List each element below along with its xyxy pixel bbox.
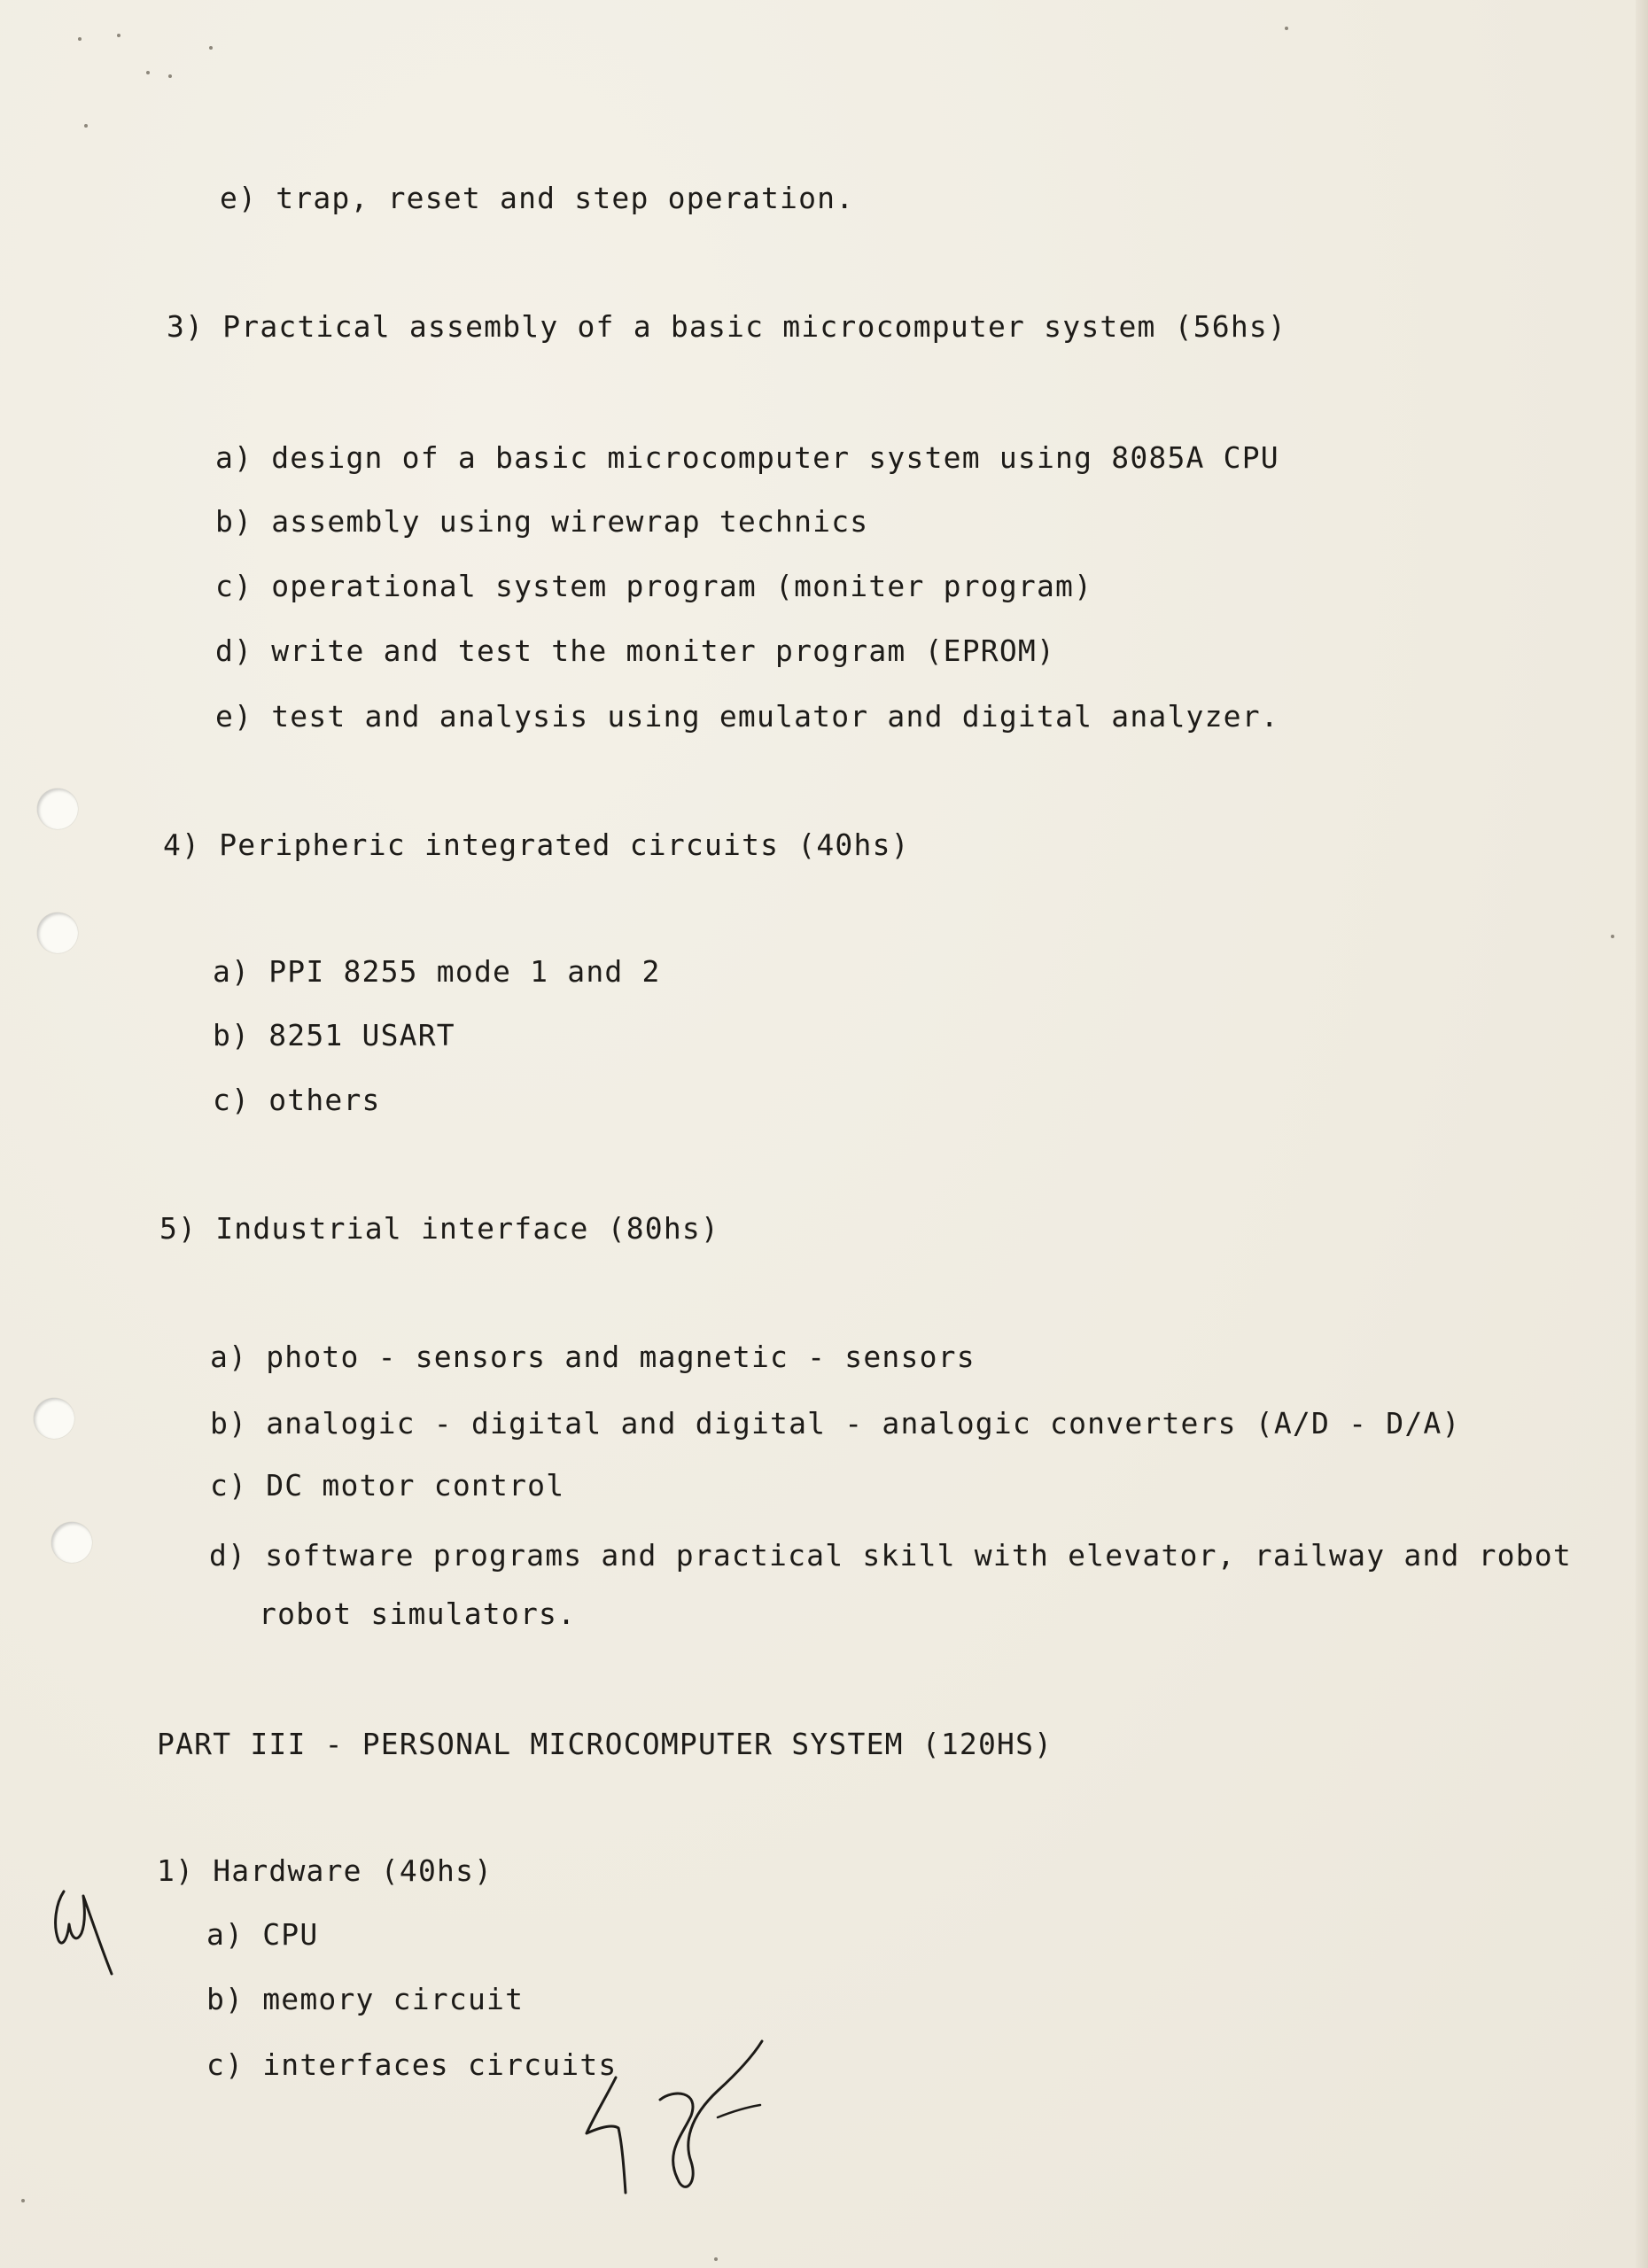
text-line: a) PPI 8255 mode 1 and 2 [213,954,661,989]
text-line: b) memory circuit [206,1982,525,2016]
paper-speck [21,2199,25,2202]
text-line: a) design of a basic microcomputer system using 8085A CPU [215,440,1279,475]
paper-speck [714,2257,718,2261]
text-line: robot simulators. [259,1596,577,1631]
handwritten-signature [576,2029,780,2206]
text-line: a) photo - sensors and magnetic - sensors [210,1340,976,1374]
text-line: d) write and test the moniter program (EPROM) [215,633,1056,668]
section-heading: 3) Practical assembly of a basic microcomputer system (56hs) [167,309,1287,344]
paper-speck [209,46,213,50]
part-heading: PART III - PERSONAL MICROCOMPUTER SYSTEM (120HS) [157,1727,1053,1761]
section-heading: 1) Hardware (40hs) [157,1853,494,1888]
text-line: d) software programs and practical skill with elevator, railway and robot [209,1538,1572,1573]
text-line: b) analogic - digital and digital - analogic converters (A/D - D/A) [210,1406,1461,1441]
text-line: b) 8251 USART [213,1018,455,1052]
punch-hole [37,788,78,829]
text-line: c) others [213,1083,381,1117]
paper-speck [146,71,150,74]
text-line: c) interfaces circuits [206,2047,618,2082]
section-heading: 5) Industrial interface (80hs) [159,1211,720,1246]
page-edge [1636,0,1648,2268]
text-line: c) DC motor control [210,1468,565,1503]
punch-hole [37,913,78,953]
paper-speck [84,124,88,128]
paper-speck [78,37,82,41]
paper-speck [168,74,172,78]
paper-speck [117,34,120,37]
section-heading: 4) Peripheric integrated circuits (40hs) [163,827,910,862]
text-line: e) test and analysis using emulator and digital analyzer. [215,699,1279,734]
text-line: a) CPU [206,1917,319,1952]
paper-speck [1285,27,1288,30]
handwritten-initials-margin [46,1878,126,1984]
text-line: c) operational system program (moniter program) [215,569,1093,603]
punch-hole [34,1398,74,1439]
paper-speck [1611,935,1614,938]
text-line: b) assembly using wirewrap technics [215,504,869,539]
text-line: e) trap, reset and step operation. [220,181,855,215]
punch-hole [51,1522,92,1563]
